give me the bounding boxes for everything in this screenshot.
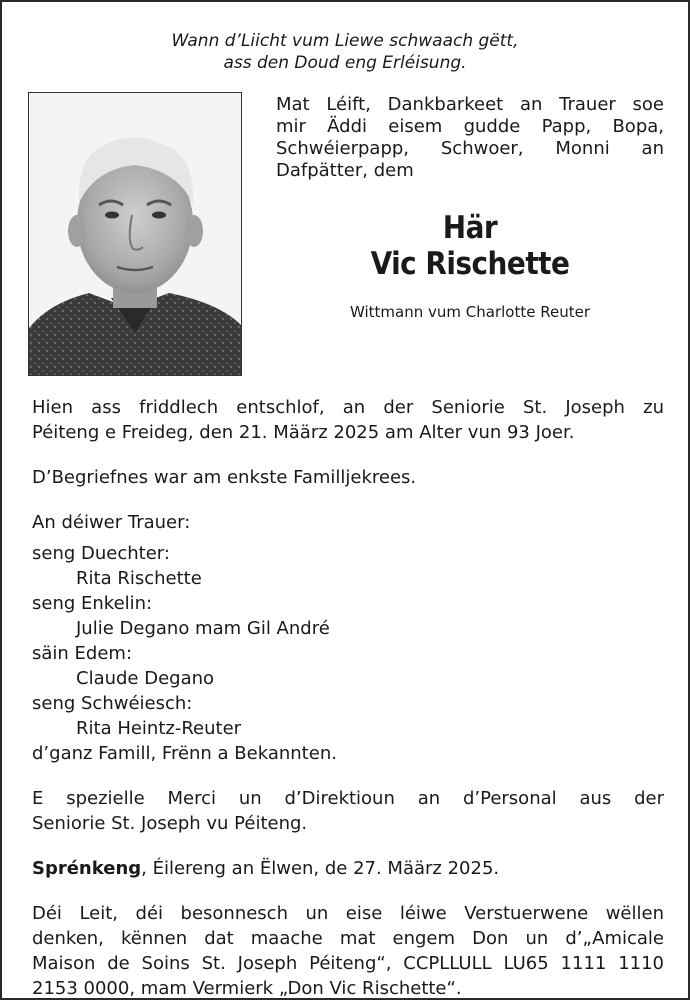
mourner-names: Julie Degano mam Gil André [76,618,330,639]
mourner-group [32,641,664,691]
announcement-line-1: Hien ass friddlech entschlof, an der Seniorie St. Joseph zu [32,397,664,418]
intro-line-3: Schwéierpapp, Schwoer, Monni an [276,138,664,159]
donation-line-1: Déi Leit, déi besonnesch un eise léiwe Verstuerwene wëllen [32,903,664,924]
mourner-group [32,691,664,741]
mourner-names: Claude Degano [76,668,215,689]
intro-line-2: mir Äddi eisem gudde Papp, Bopa, [276,116,664,137]
motto-line-2: ass den Doud eng Erléisung. [223,53,467,73]
intro-line-4: Dafpätter, dem [276,160,414,181]
motto [2,30,688,74]
mourner-relation: seng Duechter: [32,543,170,564]
mourner-relation: seng Enkelin: [32,593,153,614]
obituary-body [32,395,664,1001]
announcement-line-2: Péiteng e Freideg, den 21. Määrz 2025 am Alter vun 93 Joer. [32,422,575,443]
deceased-name: Vic Rischette [370,246,570,282]
burial-note: D’Begriefnes war am enkste Familljekrees. [32,467,417,488]
mourner-group [32,541,664,591]
intro-text [276,94,664,182]
mourner-relation: säin Edem: [32,643,133,664]
thanks-note [32,786,664,836]
mourners-closing: d’ganz Famill, Frënn a Bekannten. [32,743,337,764]
thanks-line-1: E spezielle Merci un d’Direktioun an d’Personal aus der [32,788,664,809]
widower-note: Wittmann vum Charlotte Reuter [350,303,590,321]
place-date-rest: , Éilereng an Ëlwen, de 27. Määrz 2025. [141,858,500,879]
place-date [32,856,664,881]
mourners-heading: An déiwer Trauer: [32,512,191,533]
donation-line-4: 2153 0000, mam Vermierk „Don Vic Rischette“. [32,978,462,999]
mourner-names: Rita Heintz-Reuter [76,718,242,739]
announcement [32,395,664,445]
thanks-line-2: Seniorie St. Joseph vu Péiteng. [32,813,308,834]
mourner-group [32,591,664,641]
motto-line-1: Wann d’Liicht vum Liewe schwaach gëtt, [171,31,519,51]
donation-line-3: Maison de Soins St. Joseph Péiteng“, CCPLLULL LU65 1111 1110 [32,953,664,974]
intro-line-1: Mat Léift, Dankbarkeet an Trauer soe [276,94,664,115]
deceased-honorific: Här [442,210,498,246]
portrait-photo [28,92,242,376]
donation-line-2: denken, kënnen dat maache mat engem Don un d’„Amicale [32,928,664,949]
mourner-relation: seng Schwéiesch: [32,693,193,714]
donation-note [32,901,664,1001]
place-name: Sprénkeng [32,858,142,879]
mourner-names: Rita Rischette [76,568,202,589]
